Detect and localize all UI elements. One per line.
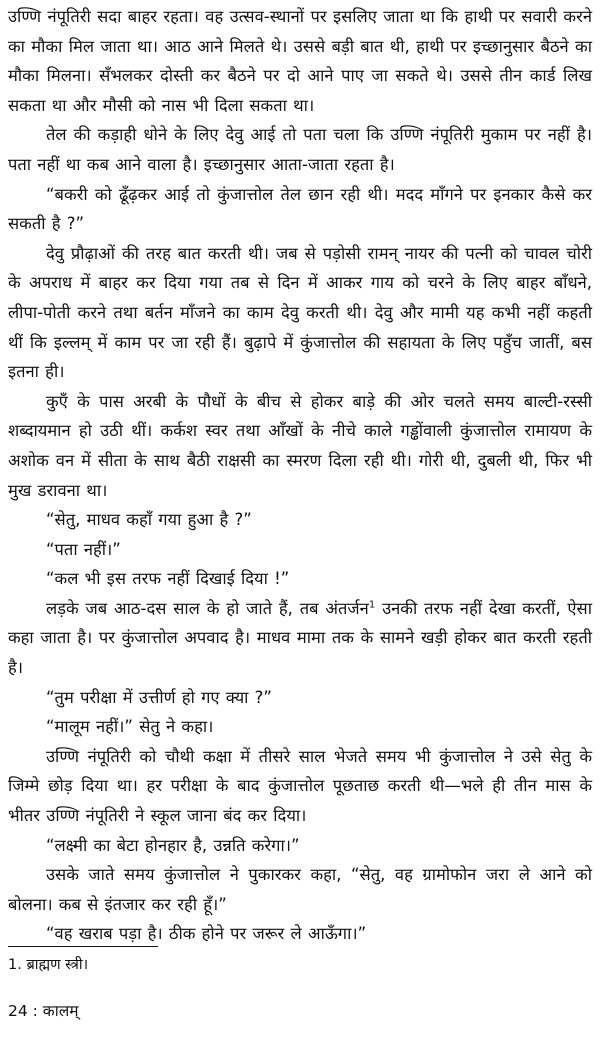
footnote-divider [8,946,158,947]
dialogue-line: “कल भी इस तरफ नहीं दिखाई दिया !” [46,569,290,589]
paragraph-text-continued: उनकी तरफ नहीं देखा करतीं, ऐसा कहा जाता है। पर कुंजात्तोल अपवाद है। माधव मामा तक के सामने खड़ी होकर बात करती रहती है। [8,598,592,678]
dialogue-line: “वह खराब पड़ा है। ठीक होने पर जरूर ले आऊँगा।” [46,924,367,944]
page-body [8,2,592,949]
paragraph-3: “बकरी को ढूँढ़कर आई तो कुंजात्तोल तेल छान रही थी। मदद माँगने पर इनकार कैसे कर सकती है ?” [8,184,592,234]
paragraph-1: उण्णि नंपूतिरी सदा बाहर रहता। वह उत्सव-स्थानों पर इसलिए जाता था कि हाथी पर सवारी करने का मौका मिल जाता था। आठ आने मिलते थे। उससे बड़ी बात थी, हाथी पर इच्छानुसार बैठने का मौका मिलना। सँभलकर दोस्ती कर बैठने पर दो आने पाए जा सकते थे। उससे तीन कार्ड लिख सकता था और मौसी को नास भी दिला सकता था। [8,7,592,115]
paragraph-12: उण्णि नंपूतिरी को चौथी कक्षा में तीसरे साल भेजते समय भी कुंजात्तोल ने उसे सेतु के जिम्मे छोड़ दिया था। हर परीक्षा के बाद कुंजात्तोल पूछताछ करती थी—भले ही तीन मास के भीतर उण्णि नंपूतिरी ने स्कूल जाना बंद कर दिया। [8,746,592,826]
dialogue-line: “पता नहीं।” [46,539,121,559]
dialogue-line: “सेतु, माधव कहाँ गया हुआ है ?” [46,510,252,530]
dialogue-line: “तुम परीक्षा में उत्तीर्ण हो गए क्या ?” [46,687,272,707]
dialogue-line: “लक्ष्मी का बेटा होनहार है, उन्नति करेगा।” [46,835,300,855]
paragraph-5: कुएँ के पास अरबी के पौधों के बीच से होकर बाड़े की ओर चलते समय बाल्टी-रस्सी शब्दायमान हो उठी थीं। कर्कश स्वर तथा आँखों के नीचे काले गड्ढोंवाली कुंजात्तोल रामायण के अशोक वन में सीता के साथ बैठी राक्षसी का स्मरण दिला रही थी। गोरी थी, दुबली थी, फिर भी मुख डरावना था। [8,391,592,500]
footnote: 1. ब्राह्मण स्त्री। [8,957,89,973]
paragraph-4: देवु प्रौढ़ाओं की तरह बात करती थी। जब से पड़ोसी रामन् नायर की पत्नी को चावल चोरी के अपराध में बाहर कर दिया गया तब से दिन में आकर गाय को चरने के लिए बाहर बाँधने, लीपा-पोती करने तथा बर्तन माँजने का काम देवु करती थी। देवु और मामी यह कभी नहीं कहती थीं कि इल्लम् में काम पर जा रही हैं। बुढ़ापे में कुंजात्तोल की सहायता के लिए पहुँच जातीं, बस इतना ही। [8,243,592,382]
page-number: 24 : कालम् [8,1002,79,1020]
paragraph-14: उसके जाते समय कुंजात्तोल ने पुकारकर कहा, “सेतु, वह ग्रामोफोन जरा ले आने को बोलना। कब से इंतजार कर रही हूँ।” [8,865,592,914]
dialogue-line: “मालूम नहीं।” सेतु ने कहा। [46,717,214,737]
paragraph-text: लड़के जब आठ-दस साल के हो जाते हैं, तब अंतर्जन [46,598,369,618]
paragraph-2: तेल की कड़ाही धोने के लिए देवु आई तो पता चला कि उण्णि नंपूतिरी मुकाम पर नहीं है। पता नहीं था कब आने वाला है। इच्छानुसार आता-जाता रहता है। [8,125,592,174]
paragraph-with-footnote [8,594,592,683]
footnote-marker: 1 [368,599,376,611]
